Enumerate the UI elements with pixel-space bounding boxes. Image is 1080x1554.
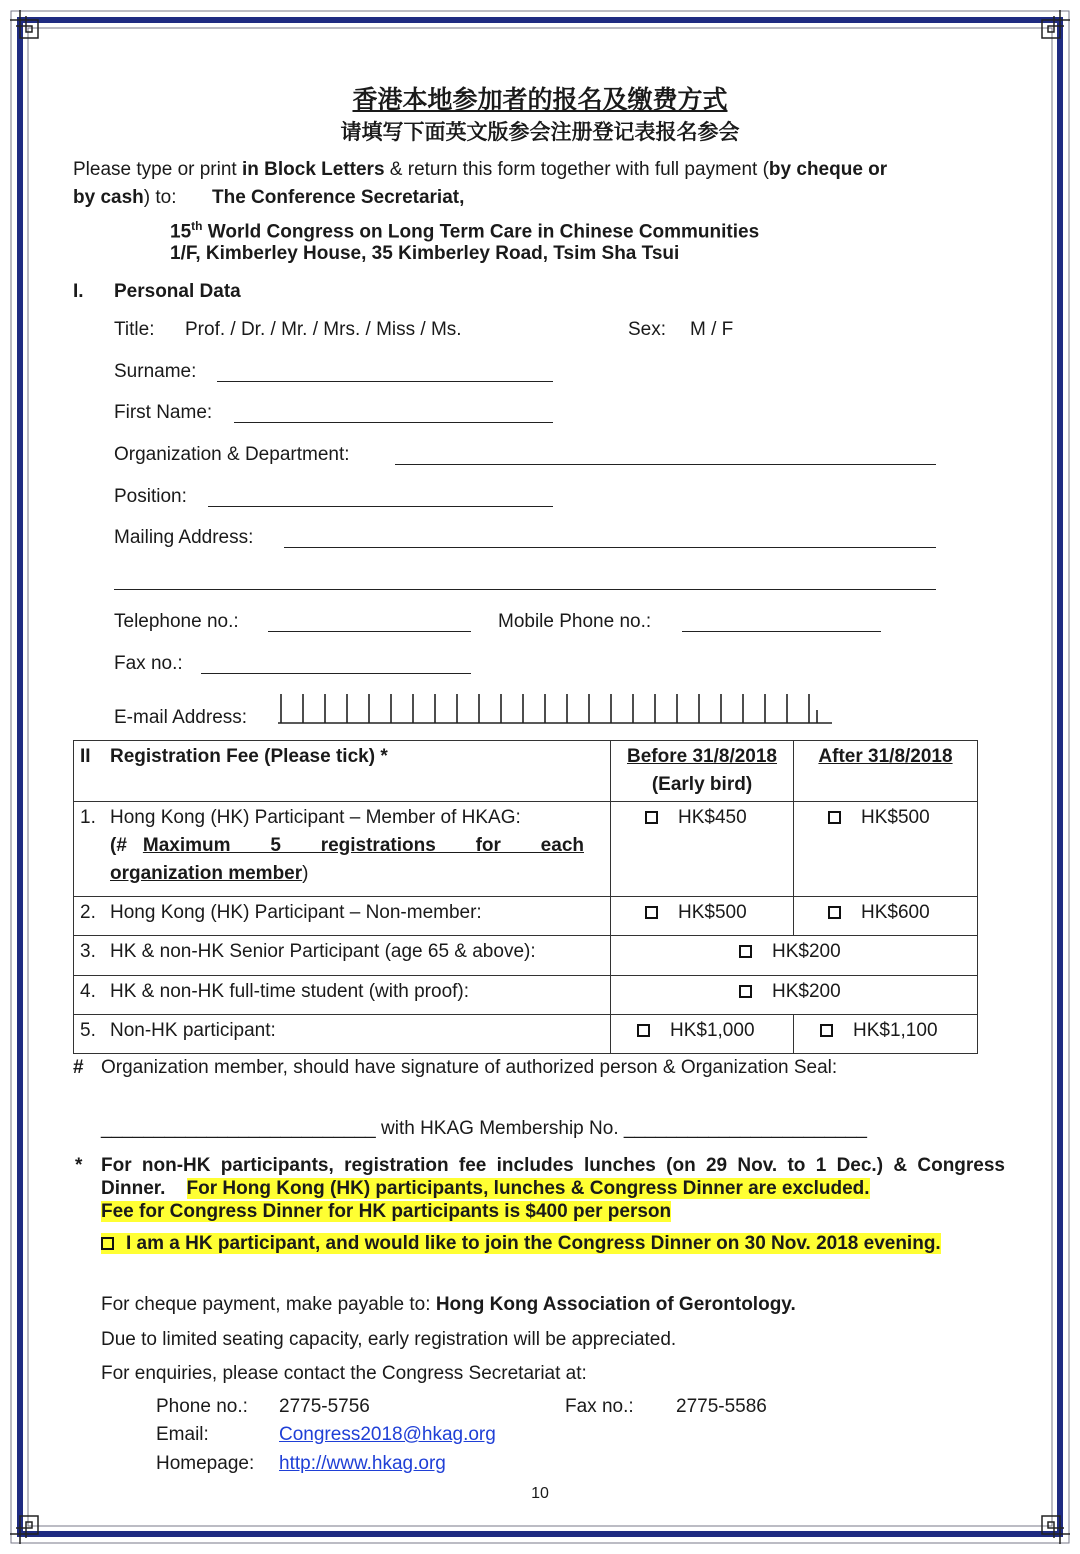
- fee-row-5-num: 5.: [80, 1020, 96, 1041]
- contact-phone-value: 2775-5756: [279, 1396, 370, 1417]
- fee-row-2-after[interactable]: [794, 897, 978, 936]
- star-note: [101, 1154, 1005, 1223]
- address-congress: World Congress on Long Term Care in Chinese Communities: [202, 221, 760, 243]
- mobile-field[interactable]: [682, 631, 881, 632]
- email-character-boxes[interactable]: [276, 690, 836, 726]
- contact-fax-value: 2775-5586: [676, 1396, 767, 1417]
- fee-row-1-note-ul2: organization member: [110, 863, 303, 884]
- cheque-text: For cheque payment, make payable to:: [101, 1294, 436, 1315]
- title-label: Title:: [114, 319, 155, 340]
- intro-paragraph: [73, 158, 1013, 182]
- surname-field[interactable]: [217, 381, 553, 382]
- page-number: 10: [531, 1485, 549, 1502]
- checkbox[interactable]: [637, 1024, 650, 1037]
- fee-row-3-label-cell: [74, 936, 611, 976]
- fee-row-1-note-prefix: (#: [110, 835, 127, 856]
- title-options[interactable]: Prof. / Dr. / Mr. / Mrs. / Miss / Ms.: [185, 319, 462, 340]
- star-symbol: *: [75, 1155, 83, 1176]
- fee-table-header: [74, 741, 978, 802]
- fee-row-2-label: Hong Kong (HK) Participant – Non-member:: [110, 902, 482, 923]
- fee-row-4-fee[interactable]: [611, 976, 978, 1015]
- fee-row-4: [74, 976, 978, 1015]
- fee-row-3-fee[interactable]: [611, 936, 978, 976]
- firstname-label: First Name:: [114, 402, 213, 423]
- fee-row-5: [74, 1015, 978, 1054]
- contact-email-link[interactable]: Congress2018@hkag.org: [279, 1424, 496, 1445]
- address-line-3: 1/F, Kimberley House, 35 Kimberley Road, Tsim Sha Tsui: [170, 243, 680, 264]
- fee-row-2-label-cell: [74, 897, 611, 936]
- mailing-label: Mailing Address:: [114, 527, 254, 548]
- fee-row-5-after[interactable]: [794, 1015, 978, 1054]
- cheque-payee: Hong Kong Association of Gerontology.: [435, 1294, 796, 1315]
- fee-row-2-num: 2.: [80, 902, 96, 923]
- star-note-highlight-2: Fee for Congress Dinner for HK participants is $400 per person: [101, 1201, 672, 1222]
- hash-symbol: #: [73, 1057, 84, 1078]
- section1-roman: I.: [73, 281, 84, 302]
- fax-label: Fax no.:: [114, 653, 183, 674]
- fee-row-4-label: HK & non-HK full-time student (with proof):: [110, 981, 470, 1002]
- organization-label: Organization & Department:: [114, 444, 350, 465]
- intro-block-letters: in Block Letters: [241, 159, 385, 180]
- col-before-sub: (Early bird): [651, 774, 753, 795]
- position-field[interactable]: [208, 506, 553, 507]
- section2-heading: Registration Fee (Please tick) *: [110, 746, 388, 767]
- dinner-option-text: I am a HK participant, and would like to join the Congress Dinner on 30 Nov. 2018 evening.: [126, 1233, 941, 1254]
- mailing-field-1[interactable]: [284, 547, 936, 548]
- checkbox[interactable]: [828, 906, 841, 919]
- fee-row-1-label: Hong Kong (HK) Participant – Member of HKAG:: [110, 807, 521, 828]
- col-after-label: After 31/8/2018: [818, 746, 953, 767]
- checkbox[interactable]: [645, 811, 658, 824]
- fee-row-5-before-price: HK$1,000: [670, 1020, 755, 1041]
- intro-cheque: by cheque or: [768, 159, 888, 180]
- fee-row-1-note: [80, 832, 604, 888]
- col-header-after: [794, 741, 978, 802]
- mobile-label: Mobile Phone no.:: [498, 611, 652, 632]
- fee-row-2-before[interactable]: [611, 897, 794, 936]
- section1-heading: Personal Data: [114, 281, 241, 302]
- intro-line-2: [73, 186, 177, 210]
- star-note-highlight-1: For Hong Kong (HK) participants, lunches & Congress Dinner are excluded.: [186, 1178, 870, 1199]
- intro-to: ) to:: [143, 187, 177, 208]
- col-header-before: [611, 741, 794, 802]
- fee-row-5-label-cell: [74, 1015, 611, 1054]
- email-label: E-mail Address:: [114, 707, 248, 728]
- checkbox[interactable]: [820, 1024, 833, 1037]
- section2-roman: II: [80, 746, 91, 767]
- fee-row-5-after-price: HK$1,100: [853, 1020, 938, 1041]
- fee-row-2: [74, 897, 978, 936]
- fee-row-3-num: 3.: [80, 941, 96, 962]
- registration-fee-table: [73, 740, 978, 1054]
- address-line-2: [170, 214, 759, 244]
- fee-row-3-price: HK$200: [772, 941, 841, 962]
- cheque-note: [101, 1293, 796, 1317]
- mailing-field-2[interactable]: [114, 589, 936, 590]
- address-ordinal-sup: th: [191, 219, 203, 233]
- fee-row-1-before-price: HK$450: [678, 807, 747, 828]
- fee-row-2-before-price: HK$500: [678, 902, 747, 923]
- fee-row-4-label-cell: [74, 976, 611, 1015]
- fax-field[interactable]: [201, 673, 471, 674]
- position-label: Position:: [114, 486, 187, 507]
- dinner-option[interactable]: [101, 1232, 1005, 1255]
- seating-note: Due to limited seating capacity, early registration will be appreciated.: [101, 1329, 677, 1350]
- contact-homepage-label: Homepage:: [156, 1453, 255, 1474]
- contact-email-label: Email:: [156, 1424, 209, 1445]
- star-note-text: For non-HK participants, registration fee includes lunches (on 29 Nov. to 1 Dec.) & Congress Dinner.: [101, 1155, 1005, 1199]
- checkbox[interactable]: [739, 945, 752, 958]
- checkbox[interactable]: [739, 985, 752, 998]
- intro-text-1: Please type or print: [73, 159, 242, 180]
- checkbox[interactable]: [645, 906, 658, 919]
- page-title: 香港本地参加者的报名及缴费方式: [352, 85, 728, 114]
- fee-row-1-before[interactable]: [611, 802, 794, 897]
- intro-cash: by cash: [73, 187, 144, 208]
- fee-row-1-num: 1.: [80, 807, 96, 828]
- contact-phone-label: Phone no.:: [156, 1396, 248, 1417]
- sex-label: Sex:: [628, 319, 667, 340]
- fee-row-5-before[interactable]: [611, 1015, 794, 1054]
- checkbox[interactable]: [101, 1237, 114, 1250]
- address-ordinal: 15: [170, 221, 192, 243]
- firstname-field[interactable]: [234, 422, 553, 423]
- fee-row-3: [74, 936, 978, 976]
- telephone-field[interactable]: [268, 631, 471, 632]
- fee-row-2-after-price: HK$600: [861, 902, 930, 923]
- fee-row-4-price: HK$200: [772, 981, 841, 1002]
- contact-homepage-link[interactable]: http://www.hkag.org: [279, 1453, 446, 1474]
- sex-options[interactable]: M / F: [690, 319, 734, 340]
- col-before-label: Before 31/8/2018: [627, 746, 777, 767]
- address-line-1: The Conference Secretariat,: [212, 187, 465, 208]
- telephone-label: Telephone no.:: [114, 611, 239, 632]
- hash-note: Organization member, should have signature of authorized person & Organization Seal:: [101, 1057, 838, 1078]
- fee-row-3-label: HK & non-HK Senior Participant (age 65 & above):: [110, 941, 536, 962]
- organization-field[interactable]: [395, 464, 936, 465]
- checkbox[interactable]: [828, 811, 841, 824]
- fee-header-cell: [74, 741, 611, 802]
- surname-label: Surname:: [114, 361, 197, 382]
- enquiries-note: For enquiries, please contact the Congress Secretariat at:: [101, 1363, 587, 1384]
- fee-row-1-note-ul1: Maximum 5 registrations for each: [142, 835, 584, 856]
- fee-row-4-num: 4.: [80, 981, 96, 1002]
- fee-row-1-after-price: HK$500: [861, 807, 930, 828]
- membership-line[interactable]: __________________________ with HKAG Membership No. _______________________: [101, 1118, 867, 1139]
- intro-text-3: & return this form together with full payment (: [384, 159, 769, 180]
- fee-row-1-label-cell: [74, 802, 611, 897]
- contact-fax-label: Fax no.:: [565, 1396, 634, 1417]
- fee-row-1: [74, 802, 978, 897]
- fee-row-1-after[interactable]: [794, 802, 978, 897]
- page-subtitle: 请填写下面英文版参会注册登记表报名参会: [340, 119, 740, 144]
- fee-row-5-label: Non-HK participant:: [110, 1020, 276, 1041]
- fee-row-1-note-suffix: ): [302, 863, 309, 884]
